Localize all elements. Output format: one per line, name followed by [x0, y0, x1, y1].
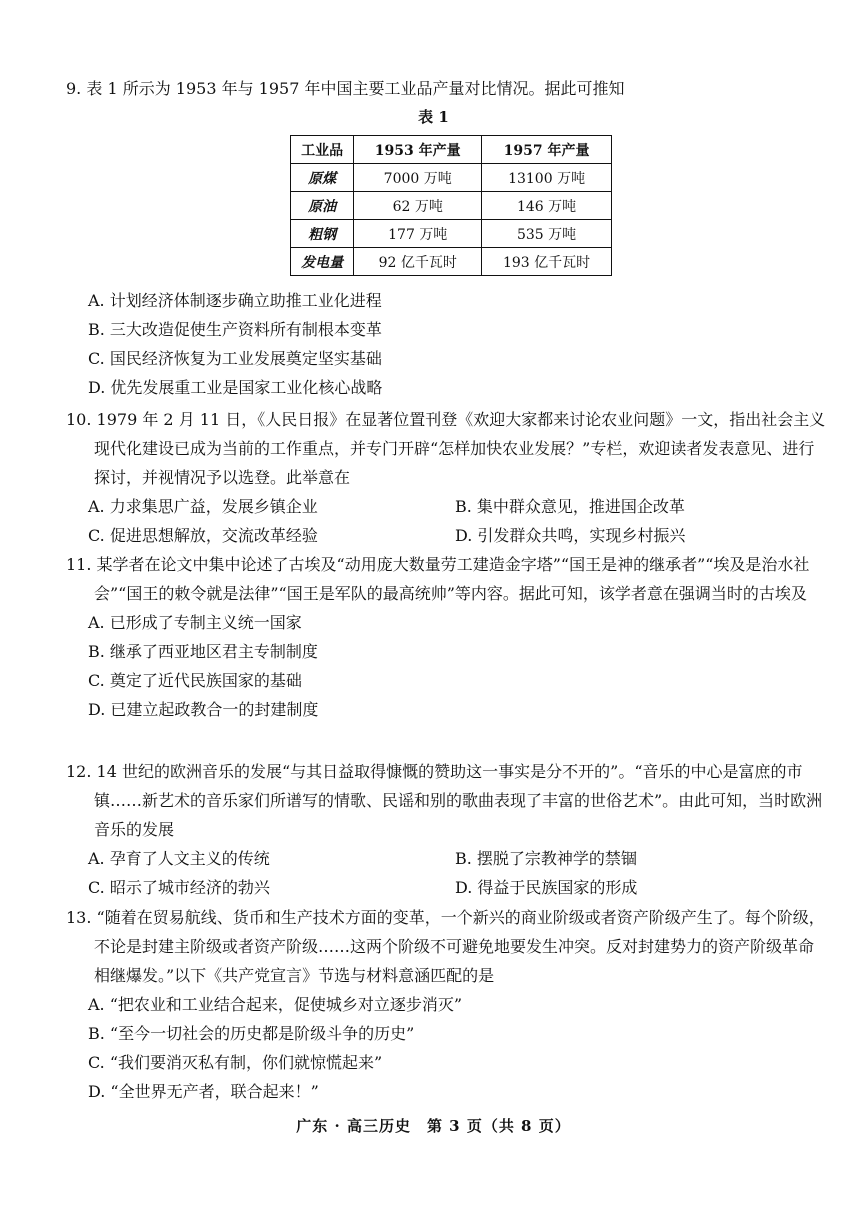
option-c: C. “我们要消灭私有制，你们就惊慌起来”: [88, 1053, 383, 1072]
table-row: [291, 192, 612, 220]
table-cell: 原煤: [291, 164, 354, 192]
option-c: C. 奠定了近代民族国家的基础: [88, 671, 302, 690]
table-cell: 535 万吨: [482, 220, 612, 248]
option-b: B. 三大改造促使生产资料所有制根本变革: [88, 320, 382, 339]
option-row: [66, 492, 826, 521]
table-row: [291, 248, 612, 276]
table-cell: 粗钢: [291, 220, 354, 248]
table-header-cell: 1953 年产量: [354, 136, 482, 164]
option-a: A. “把农业和工业结合起来，促使城乡对立逐步消灭”: [88, 995, 463, 1014]
question-9: [66, 74, 826, 103]
table-cell: 92 亿千瓦时: [354, 248, 482, 276]
option-d: D. 优先发展重工业是国家工业化核心战略: [88, 378, 383, 397]
table-cell: 7000 万吨: [354, 164, 482, 192]
option-row: [66, 873, 826, 902]
question-12-stem: 12. 14 世纪的欧洲音乐的发展“与其日益取得慷慨的赞助这一事实是分不开的”。“音乐的中心是富庶的市镇……新艺术的音乐家们所谱写的情歌、民谣和别的歌曲表现了丰富的世俗艺术”。由此可知，当时欧洲音乐的发展: [66, 762, 823, 839]
option-b: B. 集中群众意见，推进国企改革: [455, 497, 685, 516]
option-a: A. 计划经济体制逐步确立助推工业化进程: [88, 291, 382, 310]
option-a: A. 孕育了人文主义的传统: [88, 849, 270, 868]
table-header-cell: 工业品: [291, 136, 354, 164]
option-c: C. 昭示了城市经济的勃兴: [88, 878, 270, 897]
option-b: B. “至今一切社会的历史都是阶级斗争的历史”: [88, 1024, 415, 1043]
question-13-stem: 13. “随着在贸易航线、货币和生产技术方面的变革，一个新兴的商业阶级或者资产阶级产生了。每个阶级，不论是封建主阶级或者资产阶级……这两个阶级不可避免地要发生冲突。反对封建势力的资产阶级革命相继爆发。”以下《共产党宣言》节选与材料意涵匹配的是: [66, 908, 825, 985]
table-cell: 146 万吨: [482, 192, 612, 220]
option-d: D. 得益于民族国家的形成: [455, 878, 638, 897]
question-13: [66, 903, 826, 1106]
table-cell: 原油: [291, 192, 354, 220]
question-11: [66, 550, 826, 724]
option-d: D. 引发群众共鸣，实现乡村振兴: [455, 526, 686, 545]
question-9-stem: 9. 表 1 所示为 1953 年与 1957 年中国主要工业品产量对比情况。据此可推知: [66, 79, 625, 98]
question-11-stem: 11. 某学者在论文中集中论述了古埃及“动用庞大数量劳工建造金字塔”“国王是神的继承者”“埃及是治水社会”“国王的敕令就是法律”“国王是军队的最高统帅”等内容。据此可知，该学者意在强调当时的古埃及: [66, 555, 810, 603]
option-a: A. 已形成了专制主义统一国家: [88, 613, 302, 632]
table-row: [291, 164, 612, 192]
table-cell: 193 亿千瓦时: [482, 248, 612, 276]
table-caption: 表 1: [418, 108, 449, 126]
page-footer: 广东 · 高三历史 第 3 页（共 8 页）: [296, 1117, 571, 1135]
option-b: B. 继承了西亚地区君主专制制度: [88, 642, 318, 661]
table-header-row: [291, 136, 612, 164]
production-table: [290, 135, 612, 276]
table-cell: 13100 万吨: [482, 164, 612, 192]
option-d: D. 已建立起政教合一的封建制度: [88, 700, 319, 719]
question-9-options: [66, 286, 826, 402]
question-12: [66, 757, 826, 902]
option-row: [66, 521, 826, 550]
option-a: A. 力求集思广益，发展乡镇企业: [88, 497, 318, 516]
table-cell: 177 万吨: [354, 220, 482, 248]
question-10-stem: 10. 1979 年 2 月 11 日，《人民日报》在显著位置刊登《欢迎大家都来讨论农业问题》一文，指出社会主义现代化建设已成为当前的工作重点，并专门开辟“怎样加快农业发展？”专栏，欢迎读者发表意见、进行探讨，并视情况予以选登。此举意在: [66, 410, 826, 487]
table-row: [291, 220, 612, 248]
option-d: D. “全世界无产者，联合起来！”: [88, 1082, 319, 1101]
table-cell: 62 万吨: [354, 192, 482, 220]
option-c: C. 促进思想解放，交流改革经验: [88, 526, 318, 545]
option-b: B. 摆脱了宗教神学的禁锢: [455, 849, 637, 868]
option-row: [66, 844, 826, 873]
option-c: C. 国民经济恢复为工业发展奠定坚实基础: [88, 349, 382, 368]
table-header-cell: 1957 年产量: [482, 136, 612, 164]
question-10: [66, 405, 826, 550]
table-cell: 发电量: [291, 248, 354, 276]
